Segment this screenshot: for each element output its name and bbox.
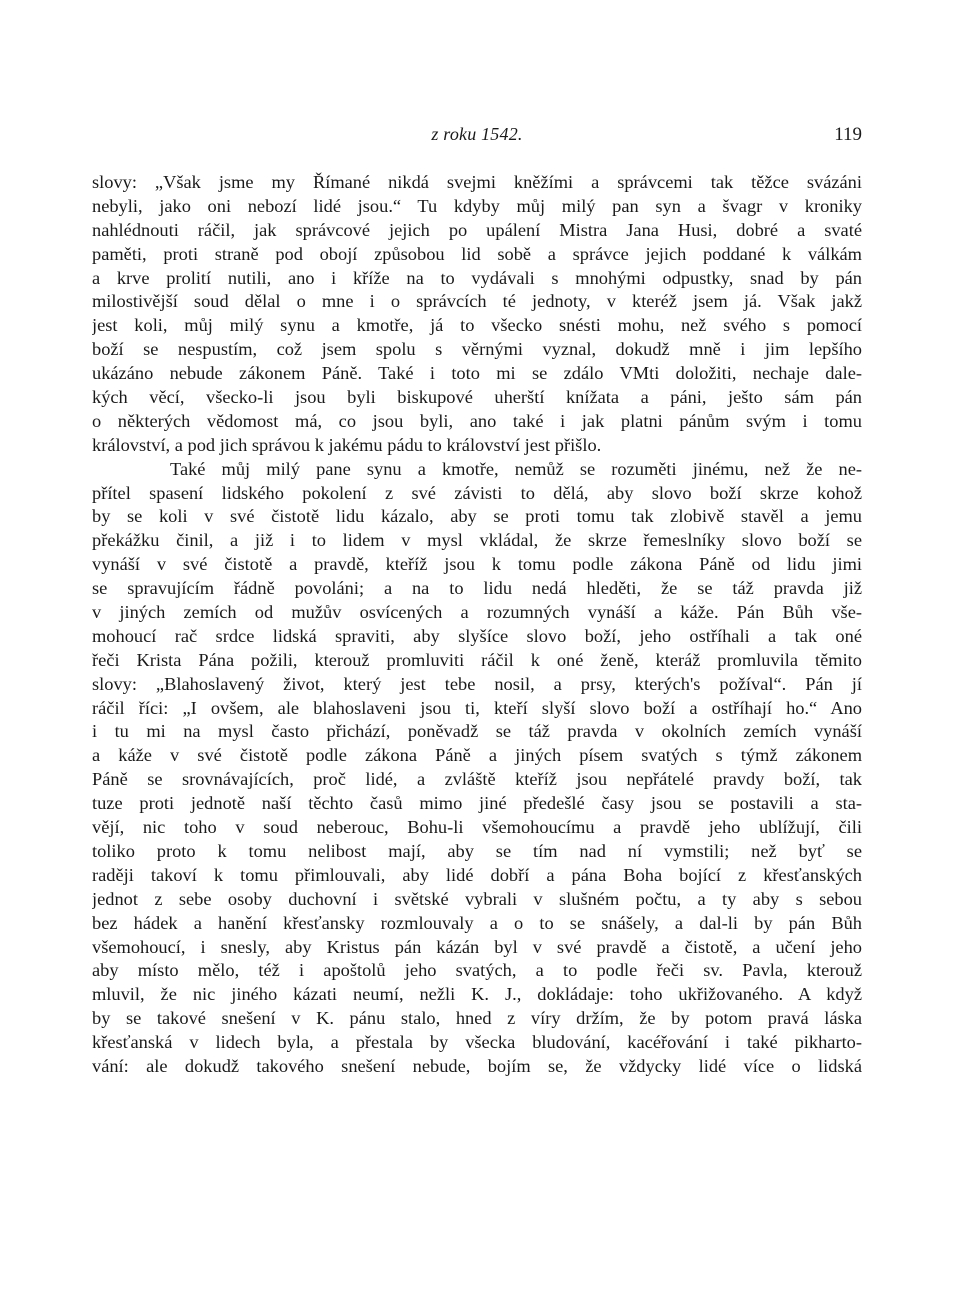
text-line: mohoucí rač srdce lidská spraviti, aby slyšíce slovo boží, jeho ostříhali a tak oné: [92, 625, 862, 646]
text-line: raději takoví k tomu přimlouvali, aby lidé dobří a pána Boha bojící z křesťanských: [92, 864, 862, 885]
text-line: přítel spasení lidského pokolení z své závisti to dělá, aby slovo boží skrze kohož: [92, 482, 862, 503]
text-line: vějí, nic toho v soud neberouc, Bohu-li všemohoucímu a pravdě jeho ublížují, čili: [92, 817, 862, 838]
page-number: 119: [834, 124, 862, 145]
text-line: by se koli v své čistotě lidu kázalo, aby se proti tomu tak zlobivě stavěl a jemu: [92, 506, 862, 527]
text-line: jednot z sebe osoby duchovní i světské vybrali v slušném počtu, a ty aby s sebou: [92, 888, 862, 909]
text-line: i tu mi na mysl často přichází, poněvadž se táž pravda v okolních zemích vynáší: [92, 721, 862, 742]
text-line: tuze proti jednotě naší těchto časů mimo jiné předešlé časy jsou se postavili a sta-: [92, 793, 862, 814]
text-line: jest koli, můj milý synu a kmotře, já to všecko snésti mohu, než svého s pomocí: [92, 315, 862, 336]
text-line: v jiných zemích od mužův osvícených a rozumných vynáší a káže. Pán Bůh vše-: [92, 602, 862, 623]
text-line: bez hádek a hanění křesťansky rozmlouvaly a o to se snášely, a dal-li by pán Bůh: [92, 912, 862, 933]
running-head: [92, 124, 862, 150]
text-line: slovy: „Blahoslavený život, který jest tebe nosil, a prsy, kterých's požíval“. Pán jí: [92, 673, 862, 694]
text-line: Páně se srovnávajících, proč lidé, a zvláště kteříž jsou nepřátelé pravdy boží, tak: [92, 769, 862, 790]
text-line: aby místo mělo, též i apoštolů jeho svatých, a to podle řeči sv. Pavla, kterouž: [92, 960, 862, 981]
text-line: milostivější soud dělal o mne i o správcích té jednoty, v kteréž jsem já. Však jakž: [92, 291, 862, 312]
text-line: slovy: „Však jsme my Římané nikdá svejmi kněžími a správcemi tak těžce svázáni: [92, 172, 862, 192]
text-line: vynáší v své čistotě a pravdě, kteříž jsou k tomu podle zákona Páně od lidu jimi: [92, 554, 862, 575]
text-line: Také můj milý pane synu a kmotře, nemůž se rozuměti jinému, než že ne-: [170, 458, 862, 479]
text-line: překážku činil, a již i to lidem v mysl vkládal, že skrze řemeslníky slovo boží se: [92, 530, 862, 551]
text-line: ukázáno nebude zákonem Páně. Také i toto mi se zdálo VMti doložiti, nechaje dale-: [92, 363, 862, 384]
text-line: všemohoucí, i snesly, aby Kristus pán kázán byl v své pravdě a čistotě, a učení jeho: [92, 936, 862, 957]
text-line: řeči Krista Pána požili, kterouž promluviti ráčil k oné ženě, kteráž promluvila těmito: [92, 649, 862, 670]
text-line: toliko proto k tomu nelibost mají, aby se tím nad ní vymstili; než byť se: [92, 840, 862, 861]
text-line: křesťanská v lidech byla, a přestala by všecka bludování, kacéřování i také pikharto-: [92, 1032, 862, 1053]
text-line: a krve prolití nutili, ano i kříže na to vydávali s mnohými odpustky, snad by pán: [92, 267, 862, 288]
body-text: [92, 171, 862, 1079]
running-title: z roku 1542.: [431, 124, 523, 144]
text-line: vání: ale dokudž takového snešení nebude, bojím se, že vždycky lidé více o lidská: [92, 1055, 862, 1076]
text-line: nebyli, jako oni nebozí lidé jsou.“ Tu kdyby můj milý pan syn a švagr v kroniky: [92, 195, 862, 216]
text-line: paměti, proti straně pod obojí způsobou lid sobě a správce jejich poddané k válkám: [92, 243, 862, 264]
text-line: ráčil říci: „I ovšem, ale blahoslaveni jsou ti, kteří slyší slovo boží a ostříhají ho.“ Ano: [92, 697, 862, 718]
text-line: by se takové snešení v K. pánu stalo, hned z víry držím, že by potom pravá láska: [92, 1008, 862, 1029]
text-line: mluvil, že nic jiného kázati neumí, nežli K. J., dokládaje: toho ukřižovaného. A když: [92, 984, 862, 1005]
text-line: a káže v své čistotě podle zákona Páně a jiných písem svatých s týmž zákonem: [92, 745, 862, 766]
text-line: se spravujícím řádně povoláni; a na to lidu nedá hleděti, že se táž pravda již: [92, 578, 862, 599]
text-line: nahlédnouti ráčil, jak správcové jejich po upálení Mistra Jana Husi, dobré a svaté: [92, 219, 862, 240]
text-line: o některých vědomost má, co jsou byli, ano také i jak platni pánům svým i tomu: [92, 410, 862, 431]
text-line: boží se nespustím, což jsem spolu s věrnými vyznal, dokudž mně i jim lepšího: [92, 339, 862, 360]
text-line: království, a pod jich správou k jakému pádu to království jest přišlo.: [92, 434, 602, 455]
text-line: kých věcí, všecko-li jsou byli biskupové uherští knížata a páni, ješto sám pán: [92, 387, 862, 408]
